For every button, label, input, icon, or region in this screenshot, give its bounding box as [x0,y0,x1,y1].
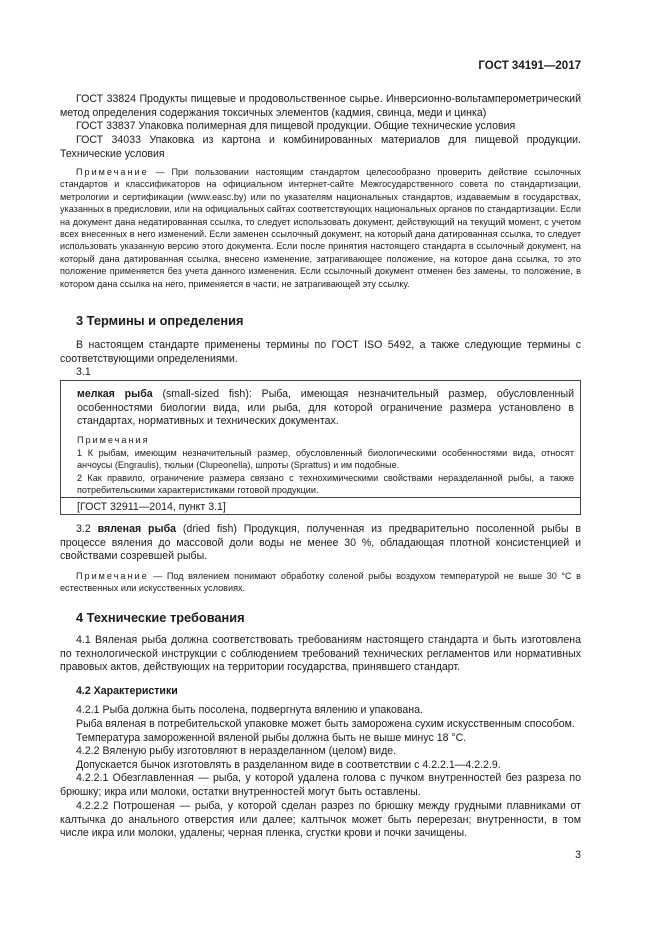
note-label: Примечание [76,571,149,581]
section-3-heading: 3 Термины и определения [76,313,244,328]
section-4-heading: 4 Технические требования [76,610,245,625]
term-name: мелкая рыба [77,388,153,400]
note-label: Примечание [76,167,149,177]
para-4-2-2: 4.2.2 Вяленую рыбу изготовляют в неразделанном (целом) виде. [76,745,397,757]
term-name: вяленая рыба [97,523,176,535]
ref-gost-33837: ГОСТ 33837 Упаковка полимерная для пищевой продукции. Общие технические условия [76,120,516,132]
term-definition: (small-sized fish): Рыба, имеющая незначительный размер, обусловленный особенностями биологии вида, или рыба, для которой ограничение размера установлено в стандартах, нормативных и технических документах. [77,388,575,428]
para-4-2-2-1: 4.2.2.1 Обезглавленная — рыба, у которой удалена голова с пучком внутренностей без разреза по брюшку; икра или молоки, остатки внутренностей могут быть оставлены. [60,772,581,798]
para-4-2-1: 4.2.1 Рыба должна быть посолена, подвергнута вялению и упакована. [76,704,423,716]
para-4-2-2-2: 4.2.2.2 Потрошеная — рыба, у которой сделан разрез по брюшку между грудными плавниками от калтычка до анального отверстия или далее; калтычок может быть перерезан; внутренности, в том числе икра или молоки, удалены; черная пленка, сгустки крови и почки зачищены. [60,800,581,840]
para-4-2-2-goby: Допускается бычок изготовлять в разделанном виде в соответствии с 4.2.2.1—4.2.2.9. [76,759,501,771]
subsection-4-2-heading: 4.2 Характеристики [76,685,178,697]
term-definition: (dried fish) Продукция, полученная из предварительно посоленной рыбы в процессе вяления до массовой доли воды не менее 30 %, обладающая плотной консистенцией и свойствами созревшей рыбы. [60,523,581,563]
term-source: [ГОСТ 32911—2014, пункт 3.1] [77,501,226,513]
section-3-intro: В настоящем стандарте применены термины по ГОСТ ISO 5492, а также следующие термины с соответствующими определениями. [60,339,581,365]
term-note-2: 2 Как правило, ограничение размера связано с технохимическими свойствами неразделанной рыбы, а также потребительскими характеристиками готовой продукции. [77,473,574,496]
term-notes-label: Примечания [77,435,150,445]
term-small-fish [77,388,574,429]
ref-gost-34033: ГОСТ 34033 Упаковка из картона и комбинированных материалов для пищевой продукции. Технические условия [60,134,581,160]
ref-gost-33824: ГОСТ 33824 Продукты пищевые и продовольственное сырье. Инверсионно-вольтамперометрический метод определения содержания токсичных элементов (кадмия, свинца, меди и цинка) [60,93,581,119]
page-number: 3 [575,849,581,861]
para-4-2-1-frozen: Рыба вяленая в потребительской упаковке может быть заморожена сухим искусственным способом. [76,718,575,730]
term-source-divider [61,497,580,498]
term-number: 3.2 [76,523,91,535]
term-definition-box [60,380,581,515]
term-note-1: 1 К рыбам, имеющим незначительный размер, обусловленный биологическими особенностями вида, относят анчоусы (Engraulis), тюльки (Clupeonella), шпроты (Sprattus) и им подобные. [77,448,574,471]
doc-header-id: ГОСТ 34191—2017 [478,60,581,72]
para-4-2-1-temperature: Температура замороженной вяленой рыбы должна быть не выше минус 18 °С. [76,732,467,744]
para-4-1: 4.1 Вяленая рыба должна соответствовать требованиям настоящего стандарта и быть изготовлена по технологической инструкции с соблюдением требований технических регламентов или нормативных правовых актов, действующих на территории государства, принявшего стандарт. [60,634,581,674]
note-text: — Под вялением понимают обработку соленой рыбы воздухом температурой не выше 30 °С в естественных или искусственных условиях. [60,571,581,594]
note-text: — При пользовании настоящим стандартом целесообразно проверить действие ссылочных стандартов и классификаторов на официальном интернет-сайте Межгосударственного совета по стандартизации, метрологии и сертификации (www.easc.by) или по указателям национальных стандартов, издаваемым в государствах, указанных в предисловии, или на официальных сайтах соответствующих национальных органов по стандартизации. Если на документ дана недатированная ссылка, то следует использовать документ, действующий на текущий момент, с учетом всех внесенных в него изменений. Если заменен ссылочный документ, на который дана датированная ссылка, то следует использовать указанную версию этого документа. Если после принятия настоящего стандарта в ссылочный документ, на который дана датированная ссылка, внесено изменение, затрагивающее положение, на которое дана ссылка, то это положение применяется без учета данного изменения. Если ссылочный документ отменен без замены, то положение, в котором дана ссылка на него, применяется в части, не затрагивающей эту ссылку. [60,167,581,289]
term-dried-fish [60,523,581,564]
referenced-docs-note [60,166,581,290]
drying-note [60,570,581,595]
term-item-number: 3.1 [76,366,91,378]
